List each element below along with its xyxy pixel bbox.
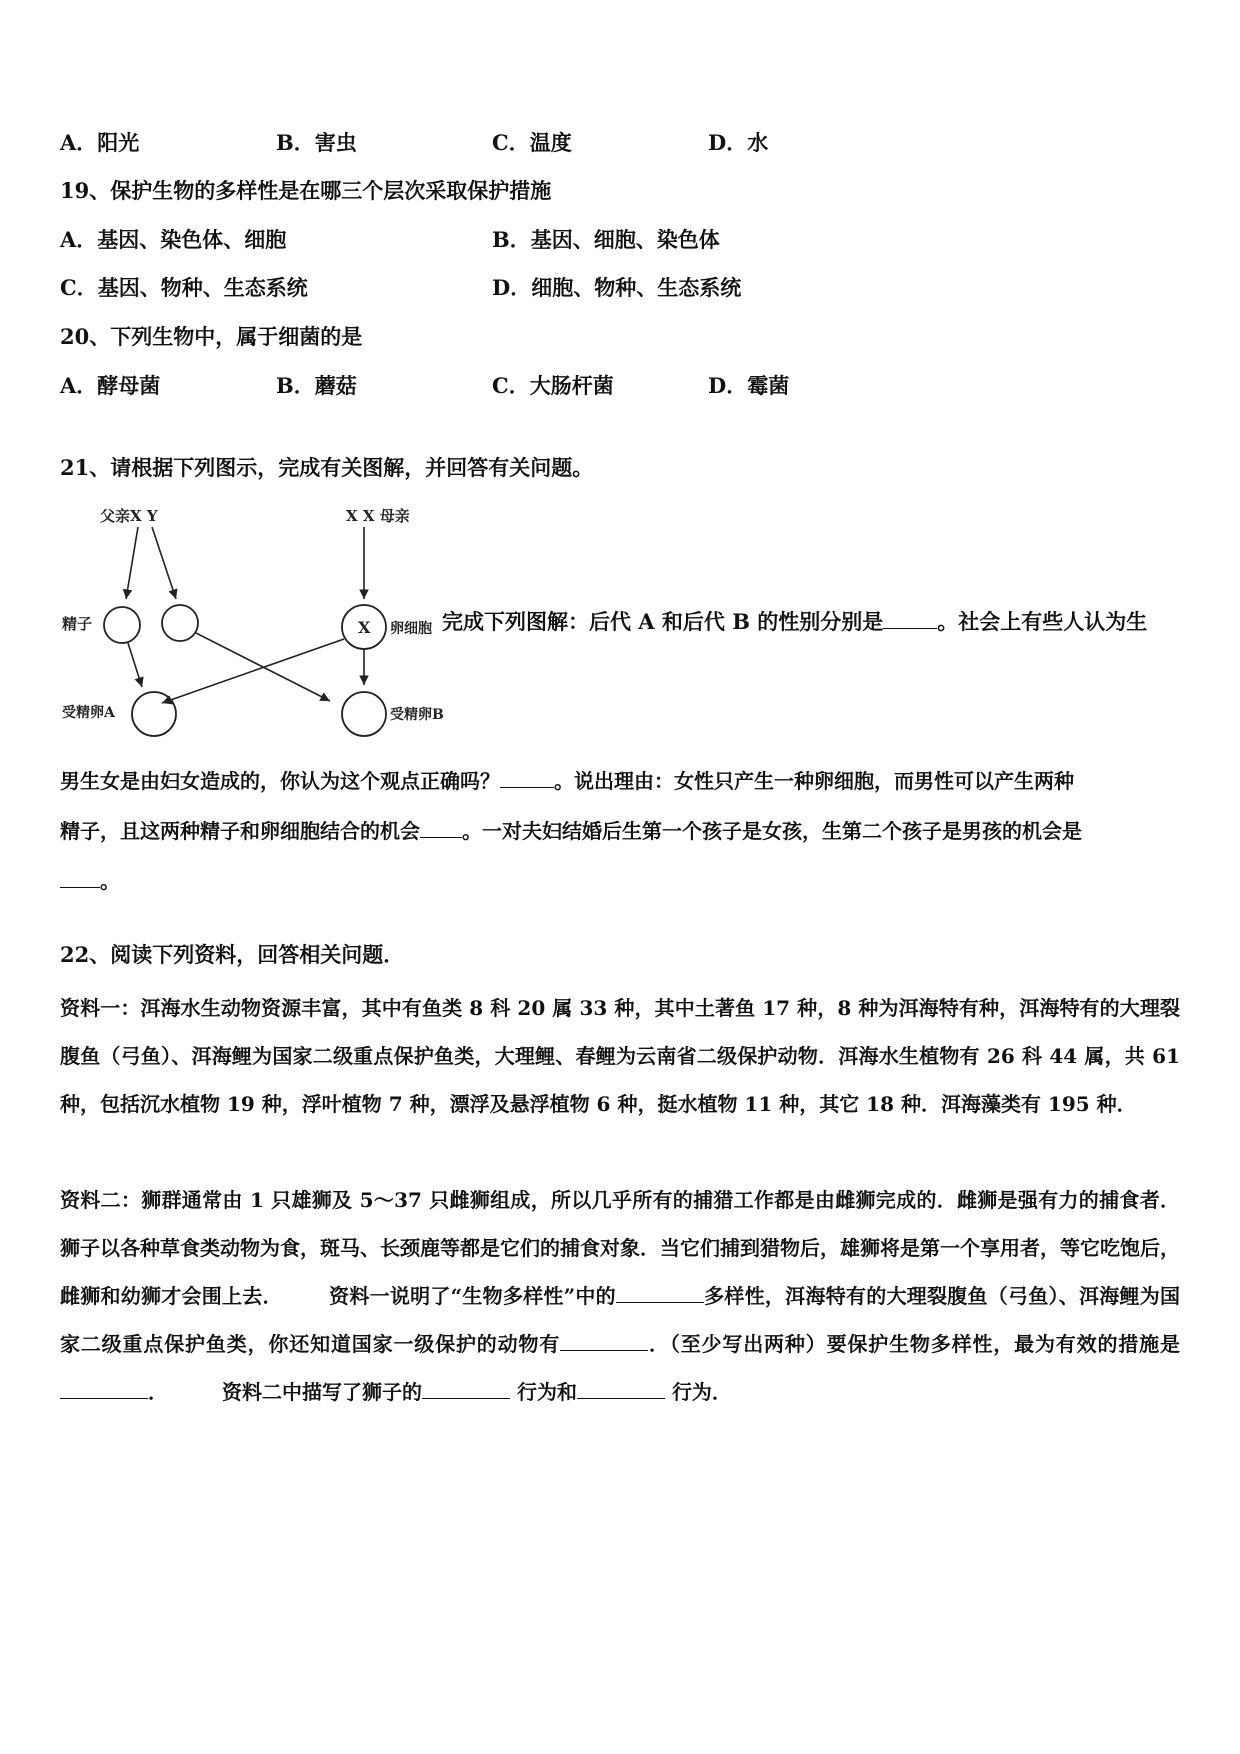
q22-question-4: ． — [148, 1380, 168, 1404]
q20-option-b: B．蘑菇 — [276, 373, 357, 398]
q21-inline-text-2: 。社会上有些人认为生 — [937, 609, 1148, 634]
q19-option-b: B．基因、细胞、染色体 — [492, 227, 720, 252]
q22-question-7: 行为． — [671, 1380, 732, 1404]
q22-material-2 — [60, 1176, 1180, 1416]
q22-question-5: 资料二中描写了狮子的 — [222, 1380, 422, 1404]
q22-blank-behavior-2[interactable] — [577, 1376, 665, 1399]
sperm-cell-2 — [162, 605, 198, 641]
sperm-cell-1 — [104, 607, 140, 643]
q19-option-d: D．细胞、物种、生态系统 — [492, 275, 742, 300]
sperm-label: 精子 — [62, 615, 93, 633]
q21-blank-boy-chance[interactable] — [60, 865, 100, 888]
q19-option-c: C．基因、物种、生态系统 — [60, 275, 308, 300]
q22-blank-measure[interactable] — [60, 1376, 148, 1399]
father-to-sperm1-arrow — [126, 527, 138, 599]
q22-blank-animals[interactable] — [560, 1328, 648, 1351]
inheritance-diagram — [58, 505, 448, 749]
q21-blank-correct[interactable] — [500, 765, 554, 788]
q21-inline-text — [442, 606, 1147, 637]
mother-label: X X 母亲 — [346, 507, 410, 525]
q20-option-c: C．大肠杆菌 — [492, 373, 614, 398]
q21-text-1: 男生女是由妇女造成的，你认为这个观点正确吗？ — [60, 769, 500, 793]
father-label: 父亲X Y — [100, 507, 158, 525]
q18-option-a: A．阳光 — [60, 130, 140, 155]
q22-material-2-text: 资料二：狮群通常由 1 只雄狮及 5～37 只雌狮组成，所以几乎所有的捕猎工作都是由雌狮完成的．雌狮是强有力的捕食者．狮子以各种草食类动物为食，斑马、长颈鹿等都是它们的捕食对象．当它们捕到猎物后，雄狮将是第一个享用者，等它吃饱后，雌狮和幼狮才会围上去． — [60, 1188, 1180, 1308]
egg-x-label: X — [358, 618, 371, 637]
q18-option-c: C．温度 — [492, 130, 572, 155]
q21-blank-sex[interactable] — [883, 606, 937, 629]
q19-stem: 19、保护生物的多样性是在哪三个层次采取保护措施 — [60, 178, 552, 203]
zygote-a — [132, 692, 176, 736]
zygote-a-label: 受精卵A — [62, 705, 115, 721]
q21-text-5: 。 — [100, 869, 120, 893]
q21-text-3: 精子，且这两种精子和卵细胞结合的机会 — [60, 819, 420, 843]
q22-question-3: ．（至少写出两种）要保护生物多样性，最为有效的措施是 — [648, 1332, 1181, 1356]
q22-material-1: 资料一：洱海水生动物资源丰富，其中有鱼类 8 科 20 属 33 种，其中土著鱼 17 种，8 种为洱海特有种，洱海特有的大理裂腹鱼（弓鱼）、洱海鲤为国家二级重点保护鱼类，大理鲤、春鲤为云南省二级保护动物．洱海水生植物有 26 科 44 属，共 61 种，包括沉水植物 19 种，浮叶植物 7 种，漂浮及悬浮植物 6 种，挺水植物 11 种，其它 18 种．洱海藻类有 195 种． — [60, 996, 1180, 1116]
q21-inline-text-1: 完成下列图解：后代 A 和后代 B 的性别分别是 — [442, 609, 884, 634]
q21-paragraph — [60, 756, 1180, 906]
q22-question-6: 行为和 — [516, 1380, 577, 1404]
q22-blank-diversity[interactable] — [616, 1280, 704, 1303]
q22-stem: 22、阅读下列资料，回答相关问题． — [60, 942, 405, 967]
q21-stem: 21、请根据下列图示，完成有关图解，并回答有关问题。 — [60, 455, 594, 480]
zygote-b-label: 受精卵B — [390, 707, 444, 723]
q21-text-2: 。说出理由：女性只产生一种卵细胞，而男性可以产生两种 — [554, 769, 1074, 793]
q20-option-a: A．酵母菌 — [60, 373, 161, 398]
q22-question-2: 多样性，洱海特有的大理裂腹鱼（弓鱼）、洱海鲤为国家二级重点保护鱼类，你还知道国家一级保护的动物有 — [60, 1284, 1181, 1356]
q18-option-d: D．水 — [708, 130, 769, 155]
inheritance-diagram-svg — [58, 505, 448, 745]
q21-text-4: 。一对夫妇结婚后生第一个孩子是女孩，生第二个孩子是男孩的机会是 — [462, 819, 1082, 843]
father-to-sperm2-arrow — [152, 527, 176, 599]
zygote-b — [342, 692, 386, 736]
egg-label: 卵细胞 — [390, 621, 432, 637]
sperm1-to-zygote-a-arrow — [128, 643, 142, 687]
q22-blank-behavior-1[interactable] — [422, 1376, 510, 1399]
q20-option-d: D．霉菌 — [708, 373, 790, 398]
q22-question-1: 资料一说明了“生物多样性”中的 — [328, 1284, 616, 1308]
q19-option-a: A．基因、染色体、细胞 — [60, 227, 287, 252]
q20-stem: 20、下列生物中，属于细菌的是 — [60, 324, 363, 349]
q18-option-b: B．害虫 — [276, 130, 357, 155]
q21-blank-chance[interactable] — [420, 815, 462, 838]
